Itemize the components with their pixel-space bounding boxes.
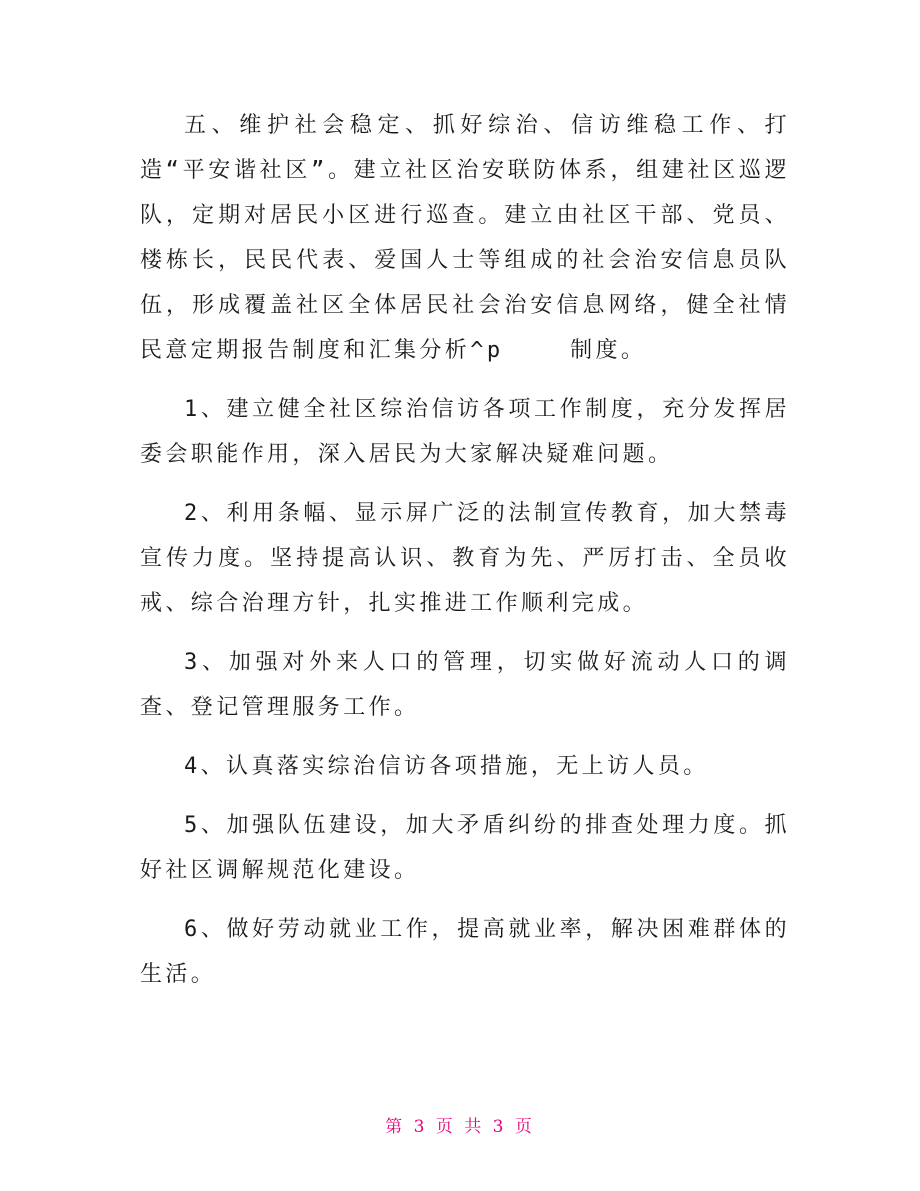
paragraph-item-6: 6、做好劳动就业工作，提高就业率，解决困难群体的生活。: [140, 917, 790, 987]
document-body: [140, 103, 790, 1011]
paragraph-item-1: 1、建立健全社区综治信访各项工作制度，充分发挥居委会职能作用，深入居民为大家解决疑难问题。: [140, 397, 790, 467]
paragraph-section-five: 五、维护社会稳定、抓好综治、信访维稳工作、打造“平安谐社区”。建立社区治安联防体系，组建社区巡逻队，定期对居民小区进行巡查。建立由社区干部、党员、楼栋长，民民代表、爱国人士等组成的社会治安信息员队伍，形成覆盖社区全体居民社会治安信息网络，健全社情民意定期报告制度和汇集分析^p 制度。: [140, 113, 790, 363]
page-number-footer: 第 3 页 共 3 页: [385, 1117, 535, 1137]
paragraph-item-5: 5、加强队伍建设，加大矛盾纠纷的排查处理力度。抓好社区调解规范化建设。: [140, 813, 790, 883]
paragraph-item-2: 2、利用条幅、显示屏广泛的法制宣传教育，加大禁毒宣传力度。坚持提高认识、教育为先、严厉打击、全员收戒、综合治理方针，扎实推进工作顺利完成。: [140, 501, 790, 616]
paragraph-item-3: 3、加强对外来人口的管理，切实做好流动人口的调查、登记管理服务工作。: [140, 650, 790, 720]
paragraph-item-4: 4、认真落实综治信访各项措施，无上访人员。: [184, 754, 709, 779]
